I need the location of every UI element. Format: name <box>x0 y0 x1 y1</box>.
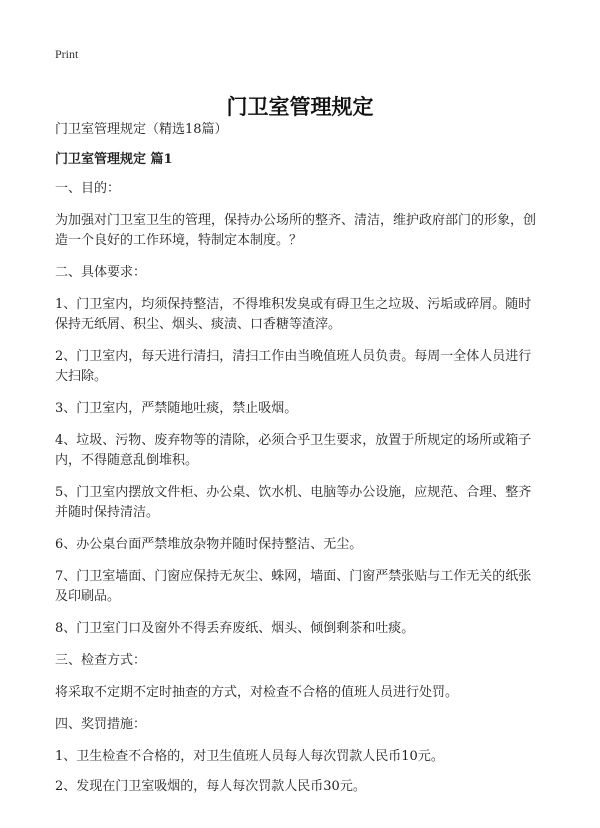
paragraph-inspection-text: 将采取不定期不定时抽查的方式，对检查不合格的值班人员进行处罚。 <box>55 685 459 700</box>
paragraph-requirements-heading: 二、具体要求： <box>55 265 147 280</box>
print-label[interactable]: Print <box>55 47 79 61</box>
paragraph-requirement-7: 7、门卫室墙面、门窗应保持无灰尘、蛛网，墙面、门窗严禁张贴与工作无关的纸张及印刷品。 <box>55 569 532 604</box>
paragraph-requirement-2: 2、门卫室内，每天进行清扫，清扫工作由当晚值班人员负责。每周一全体人员进行大扫除。 <box>55 349 532 384</box>
paragraph-requirement-3: 3、门卫室内，严禁随地吐痰，禁止吸烟。 <box>55 401 298 416</box>
paragraph-requirement-4: 4、垃圾、污物、废弃物等的清除，必须合乎卫生要求，放置于所规定的场所或箱子内，不得随意乱倒堆积。 <box>55 433 532 468</box>
paragraph-purpose-text: 为加强对门卫室卫生的管理，保持办公场所的整齐、清洁，维护政府部门的形象，创造一个良好的工作环境，特制定本制度。？ <box>55 213 537 248</box>
paragraph-requirement-5: 5、门卫室内摆放文件柜、办公桌、饮水机、电脑等办公设施，应规范、合理、整齐并随时保持清洁。 <box>55 485 532 520</box>
paragraph-requirement-8: 8、门卫室门口及窗外不得丢弃废纸、烟头、倾倒剩茶和吐痰。 <box>55 621 415 636</box>
paragraph-penalty-2: 2、发现在门卫室吸烟的，每人每次罚款人民币30元。 <box>55 779 366 794</box>
paragraph-reward-heading: 四、奖罚措施： <box>55 717 147 732</box>
paragraph-requirement-1: 1、门卫室内，均须保持整洁，不得堆积发臭或有碍卫生之垃圾、污垢或碎屑。随时保持无纸屑、积尘、烟头、痰渍、口香糖等渣滓。 <box>55 297 532 332</box>
paragraph-requirement-6: 6、办公桌台面严禁堆放杂物并随时保持整洁、无尘。 <box>55 537 363 552</box>
document-content <box>55 120 542 807</box>
paragraph-inspection-heading: 三、检查方式： <box>55 653 147 668</box>
paragraph-penalty-1: 1、卫生检查不合格的，对卫生值班人员每人每次罚款人民币10元。 <box>55 749 444 764</box>
section-heading: 门卫室管理规定 篇1 <box>55 152 173 167</box>
paragraph-purpose-heading: 一、目的： <box>55 181 121 196</box>
document-title: 门卫室管理规定 <box>226 94 374 120</box>
document-subtitle: 门卫室管理规定（精选18篇） <box>55 122 228 137</box>
